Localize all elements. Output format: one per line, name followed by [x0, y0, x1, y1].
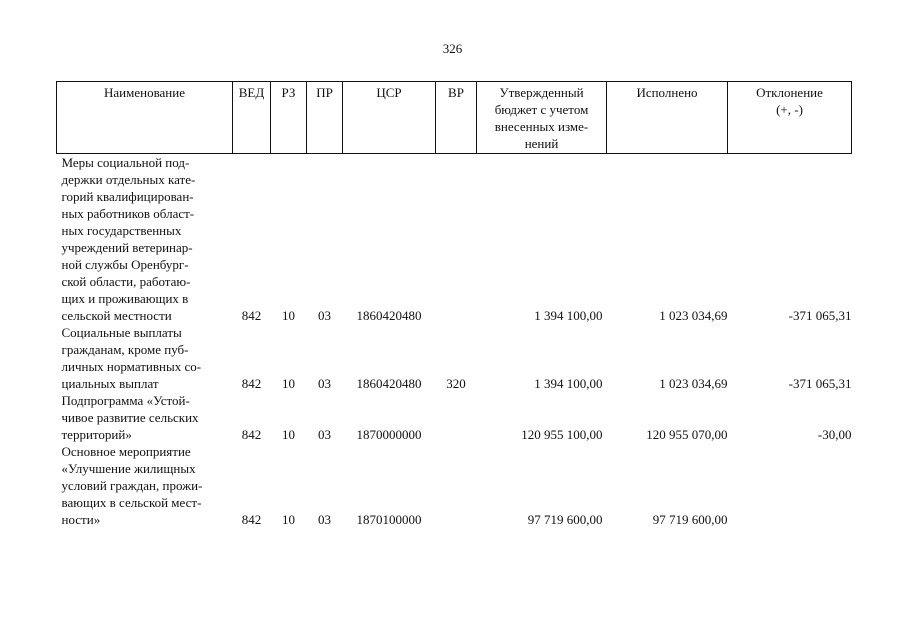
- name-line: Подпрограмма «Устой-: [61, 393, 190, 408]
- cell-budget: 120 955 100,00: [521, 427, 603, 442]
- name-line: Социальные выплаты: [61, 325, 182, 340]
- cell-ved: 842: [241, 427, 262, 442]
- header-budget-line: бюджет с учетом: [494, 102, 589, 117]
- table-row: [57, 392, 852, 443]
- cell-name: [57, 154, 233, 325]
- header-budget-line: нений: [524, 136, 559, 151]
- cell-pr: 03: [318, 427, 331, 442]
- header-budget-line: Утвержденный: [499, 85, 584, 100]
- name-line: условий граждан, прожи-: [61, 478, 203, 493]
- name-line: чивое развитие сельских: [61, 410, 199, 425]
- header-executed: Исполнено: [607, 82, 728, 154]
- cell-ved: 842: [241, 308, 262, 323]
- cell-rz: 10: [282, 376, 295, 391]
- cell-rz: 10: [282, 427, 295, 442]
- header-csr: ЦСР: [343, 82, 436, 154]
- table-body: [57, 154, 852, 529]
- header-pr: ПР: [307, 82, 343, 154]
- cell-deviation: -371 065,31: [788, 376, 852, 391]
- cell-pr: 03: [318, 512, 331, 527]
- cell-vr: [436, 443, 477, 528]
- cell-csr: 1870100000: [356, 512, 422, 527]
- header-deviation-line: (+, -): [776, 102, 803, 117]
- cell-executed: 1 023 034,69: [659, 308, 728, 323]
- table-header: [57, 82, 852, 154]
- cell-budget: 1 394 100,00: [534, 376, 603, 391]
- header-budget-line: внесенных изме-: [494, 119, 589, 134]
- name-line: Основное мероприятие: [61, 444, 191, 459]
- cell-rz: 10: [282, 308, 295, 323]
- name-line: ных работников област-: [61, 206, 195, 221]
- table-row: [57, 154, 852, 325]
- header-rz: РЗ: [271, 82, 307, 154]
- name-line: ных государственных: [61, 223, 182, 238]
- cell-deviation: -30,00: [817, 427, 852, 442]
- name-line: учреждений ветеринар-: [61, 240, 193, 255]
- name-line: горий квалифицирован-: [61, 189, 194, 204]
- cell-deviation: [728, 443, 852, 528]
- header-budget: [477, 82, 607, 154]
- page-number: 326: [442, 41, 463, 56]
- name-line: держки отдельных кате-: [61, 172, 196, 187]
- cell-ved: 842: [241, 512, 262, 527]
- name-line: ности»: [61, 512, 101, 527]
- name-line: территорий»: [61, 427, 132, 442]
- cell-deviation: -371 065,31: [788, 308, 852, 323]
- name-line: щих и проживающих в: [61, 291, 189, 306]
- name-line: ной службы Оренбург-: [61, 257, 189, 272]
- cell-pr: 03: [318, 376, 331, 391]
- name-line: вающих в сельской мест-: [61, 495, 202, 510]
- header-vr: ВР: [436, 82, 477, 154]
- cell-pr: 03: [318, 308, 331, 323]
- cell-ved: 842: [241, 376, 262, 391]
- table-row: [57, 443, 852, 528]
- header-name: Наименование: [57, 82, 233, 154]
- budget-table: [56, 81, 852, 528]
- name-line: Меры социальной под-: [61, 155, 190, 170]
- cell-name: [57, 443, 233, 528]
- name-line: ской области, работаю-: [61, 274, 191, 289]
- cell-csr: 1870000000: [356, 427, 422, 442]
- cell-name: [57, 392, 233, 443]
- cell-budget: 1 394 100,00: [534, 308, 603, 323]
- name-line: личных нормативных со-: [61, 359, 202, 374]
- cell-executed: 97 719 600,00: [652, 512, 728, 527]
- name-line: гражданам, кроме пуб-: [61, 342, 189, 357]
- cell-executed: 120 955 070,00: [646, 427, 728, 442]
- header-deviation-line: Отклонение: [756, 85, 823, 100]
- cell-csr: 1860420480: [356, 376, 422, 391]
- header-ved: ВЕД: [233, 82, 271, 154]
- table-row: [57, 324, 852, 392]
- cell-vr: 320: [446, 376, 466, 391]
- header-deviation: [728, 82, 852, 154]
- cell-vr: [436, 154, 477, 325]
- cell-csr: 1860420480: [356, 308, 422, 323]
- name-line: «Улучшение жилищных: [61, 461, 196, 476]
- cell-executed: 1 023 034,69: [659, 376, 728, 391]
- name-line: циальных выплат: [61, 376, 159, 391]
- name-line: сельской местности: [61, 308, 172, 323]
- cell-vr: [436, 392, 477, 443]
- cell-budget: 97 719 600,00: [527, 512, 603, 527]
- cell-rz: 10: [282, 512, 295, 527]
- cell-name: [57, 324, 233, 392]
